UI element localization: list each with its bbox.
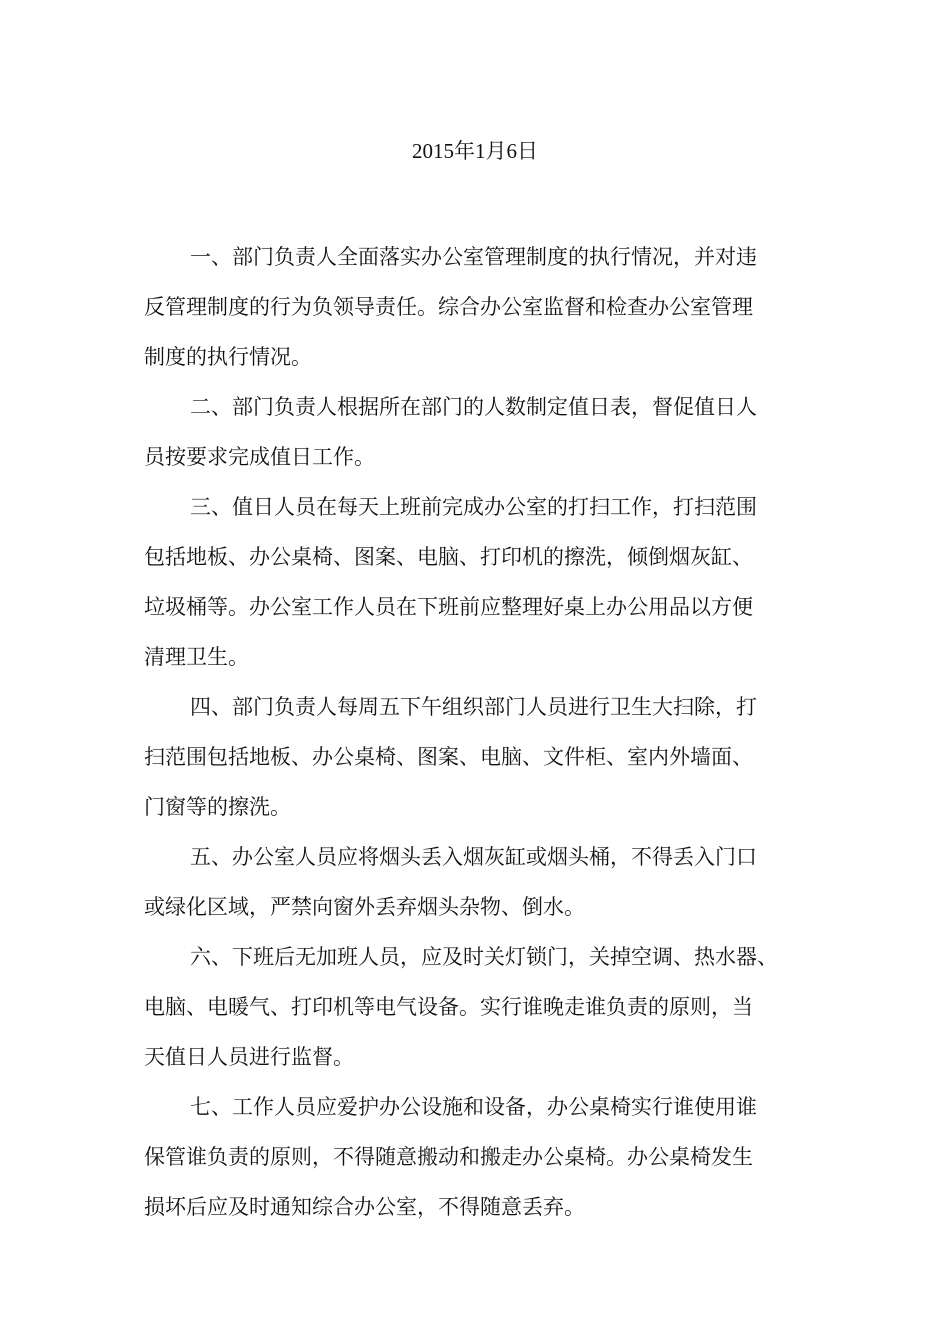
document-body <box>144 232 806 1232</box>
paragraph-line: 一、部门负责人全面落实办公室管理制度的执行情况，并对违 <box>190 245 757 269</box>
paragraph-line: 门窗等的擦洗。 <box>144 795 291 819</box>
paragraph-line: 制度的执行情况。 <box>144 345 312 369</box>
document-date: 2015年1月6日 <box>412 139 538 163</box>
paragraph-line: 四、部门负责人每周五下午组织部门人员进行卫生大扫除，打 <box>190 695 757 719</box>
paragraph-line: 包括地板、办公桌椅、图案、电脑、打印机的擦洗，倾倒烟灰缸、 <box>144 545 753 569</box>
paragraph-line: 三、值日人员在每天上班前完成办公室的打扫工作，打扫范围 <box>190 495 757 519</box>
paragraph-line: 扫范围包括地板、办公桌椅、图案、电脑、文件柜、室内外墙面、 <box>144 745 753 769</box>
paragraph-line: 反管理制度的行为负领导责任。综合办公室监督和检查办公室管理 <box>144 295 753 319</box>
paragraph-line: 天值日人员进行监督。 <box>144 1045 354 1069</box>
paragraph-line: 保管谁负责的原则，不得随意搬动和搬走办公桌椅。办公桌椅发生 <box>144 1145 753 1169</box>
paragraph-3 <box>144 482 806 682</box>
paragraph-1 <box>144 232 806 382</box>
paragraph-5 <box>144 832 806 932</box>
paragraph-line: 损坏后应及时通知综合办公室，不得随意丢弃。 <box>144 1195 585 1219</box>
paragraph-line: 员按要求完成值日工作。 <box>144 445 375 469</box>
paragraph-4 <box>144 682 806 832</box>
paragraph-line: 六、下班后无加班人员，应及时关灯锁门，关掉空调、热水器、 <box>190 945 778 969</box>
paragraph-line: 或绿化区域，严禁向窗外丢弃烟头杂物、倒水。 <box>144 895 585 919</box>
paragraph-line: 垃圾桶等。办公室工作人员在下班前应整理好桌上办公用品以方便 <box>144 595 753 619</box>
paragraph-7 <box>144 1082 806 1232</box>
paragraph-line: 电脑、电暖气、打印机等电气设备。实行谁晚走谁负责的原则，当 <box>144 995 753 1019</box>
paragraph-6 <box>144 932 806 1082</box>
paragraph-line: 五、办公室人员应将烟头丢入烟灰缸或烟头桶，不得丢入门口 <box>190 845 757 869</box>
paragraph-line: 二、部门负责人根据所在部门的人数制定值日表，督促值日人 <box>190 395 757 419</box>
paragraph-line: 清理卫生。 <box>144 645 249 669</box>
paragraph-2 <box>144 382 806 482</box>
paragraph-line: 七、工作人员应爱护办公设施和设备，办公桌椅实行谁使用谁 <box>190 1095 757 1119</box>
